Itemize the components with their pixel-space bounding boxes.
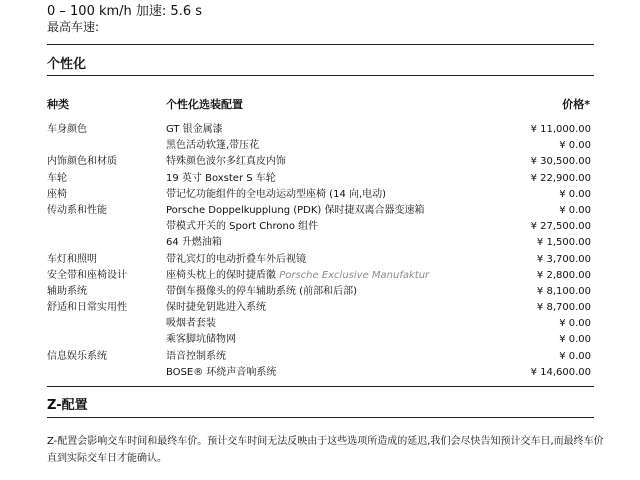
row-option xyxy=(166,203,425,219)
row-category: 车身颜色 xyxy=(47,124,87,135)
row-option-text: 语音控制系统 xyxy=(166,350,226,362)
table-row xyxy=(47,316,594,332)
z-config-note: Z-配置会影响交车时间和最终车价。预计交车时间无法反映由于这些选项所造成的延迟,我们会尽快告知预计交车日,而最终车价直到实际交车日才能确认。 xyxy=(47,436,604,464)
row-category: 车轮 xyxy=(47,172,67,184)
row-category: 辅助系统 xyxy=(47,285,87,297)
row-price: ¥ 14,600.00 xyxy=(530,366,591,378)
table-row xyxy=(47,203,594,219)
row-price: ¥ 0.00 xyxy=(559,350,591,362)
row-option xyxy=(166,332,236,348)
row-option-text: 吸烟者套装 xyxy=(166,318,216,330)
row-price: ¥ 8,100.00 xyxy=(536,285,591,297)
row-price: ¥ 11,000.00 xyxy=(530,124,591,135)
row-option-text: 带模式开关的 Sport Chrono 组件 xyxy=(166,221,319,233)
row-option xyxy=(166,365,276,381)
row-price: ¥ 0.00 xyxy=(559,334,591,346)
row-option-text: 乘客脚坑储物网 xyxy=(166,334,236,346)
row-option-text: 64 升燃油箱 xyxy=(166,237,222,249)
header-option: 个性化选装配置 xyxy=(166,98,243,111)
table-row xyxy=(47,154,594,170)
table-row xyxy=(47,138,594,154)
options-table xyxy=(47,122,594,381)
row-option xyxy=(166,316,216,332)
row-option xyxy=(166,122,223,138)
row-price: ¥ 0.00 xyxy=(559,188,591,200)
table-row xyxy=(47,252,594,268)
row-category: 车灯和照明 xyxy=(47,253,97,265)
row-category: 内饰颜色和材质 xyxy=(47,156,117,168)
row-option xyxy=(166,235,222,251)
row-option-text: 保时捷免钥匙进入系统 xyxy=(166,302,266,314)
row-category: 座椅 xyxy=(47,188,67,200)
row-option xyxy=(166,219,318,235)
row-option xyxy=(166,349,226,365)
table-row xyxy=(47,122,594,138)
z-config-title: Z-配置 xyxy=(47,398,88,413)
table-row xyxy=(47,284,594,300)
table-row xyxy=(47,219,594,235)
row-option-text: 黑色活动软篷,带压花 xyxy=(166,140,260,152)
row-price: ¥ 8,700.00 xyxy=(536,302,591,314)
row-option-text: 座椅头枕上的保时捷盾徽 xyxy=(166,269,280,281)
table-row xyxy=(47,187,594,203)
row-option-text: Porsche Doppelkupplung (PDK) 保时捷双离合器变速箱 xyxy=(166,204,425,216)
row-option-text: 特殊颜色波尔多红真皮内饰 xyxy=(166,156,286,168)
row-price: ¥ 0.00 xyxy=(559,140,591,152)
row-category: 传动系和性能 xyxy=(47,204,107,216)
row-option-text: BOSE® 环绕声音响系统 xyxy=(166,366,277,378)
table-row xyxy=(47,235,594,251)
table-row xyxy=(47,268,594,284)
personalization-title: 个性化 xyxy=(47,57,87,72)
row-option-text: 19 英寸 Boxster S 车轮 xyxy=(166,172,276,184)
divider xyxy=(47,44,594,45)
row-option xyxy=(166,252,306,268)
top-speed-spec: 最高车速: xyxy=(47,20,100,34)
row-option xyxy=(166,171,276,187)
header-price: 价格* xyxy=(562,98,590,111)
acceleration-spec: 0 – 100 km/h 加速: 5.6 s xyxy=(47,4,203,19)
table-row xyxy=(47,332,594,348)
row-option-brand: Porsche Exclusive Manufaktur xyxy=(279,269,430,281)
row-price: ¥ 27,500.00 xyxy=(530,221,591,233)
row-category: 安全带和座椅设计 xyxy=(47,269,127,281)
row-option-text: 带记忆功能组件的全电动运动型座椅 (14 向,电动) xyxy=(166,188,387,200)
row-option xyxy=(166,300,266,316)
table-row xyxy=(47,349,594,365)
divider xyxy=(47,417,594,418)
row-option-text: 带礼宾灯的电动折叠车外后视镜 xyxy=(166,253,306,265)
row-option-text: GT 银金属漆 xyxy=(166,124,223,135)
row-category: 舒适和日常实用性 xyxy=(47,302,127,314)
row-option xyxy=(166,187,386,203)
header-category: 种类 xyxy=(47,98,69,111)
row-price: ¥ 2,800.00 xyxy=(536,269,591,281)
row-option-text: 带倒车摄像头的停车辅助系统 (前部和后部) xyxy=(166,285,357,297)
table-row xyxy=(47,300,594,316)
row-price: ¥ 0.00 xyxy=(559,204,591,216)
table-row xyxy=(47,365,594,381)
row-option xyxy=(166,138,259,154)
row-price: ¥ 1,500.00 xyxy=(536,237,591,249)
row-option xyxy=(166,154,286,170)
row-price: ¥ 0.00 xyxy=(559,318,591,330)
row-price: ¥ 30,500.00 xyxy=(530,156,591,168)
row-category: 信息娱乐系统 xyxy=(47,350,107,362)
row-price: ¥ 22,900.00 xyxy=(530,172,591,184)
table-row xyxy=(47,171,594,187)
divider xyxy=(47,75,594,76)
row-price: ¥ 3,700.00 xyxy=(536,253,591,265)
row-option xyxy=(166,284,357,300)
divider xyxy=(47,386,594,387)
row-option xyxy=(166,268,429,284)
